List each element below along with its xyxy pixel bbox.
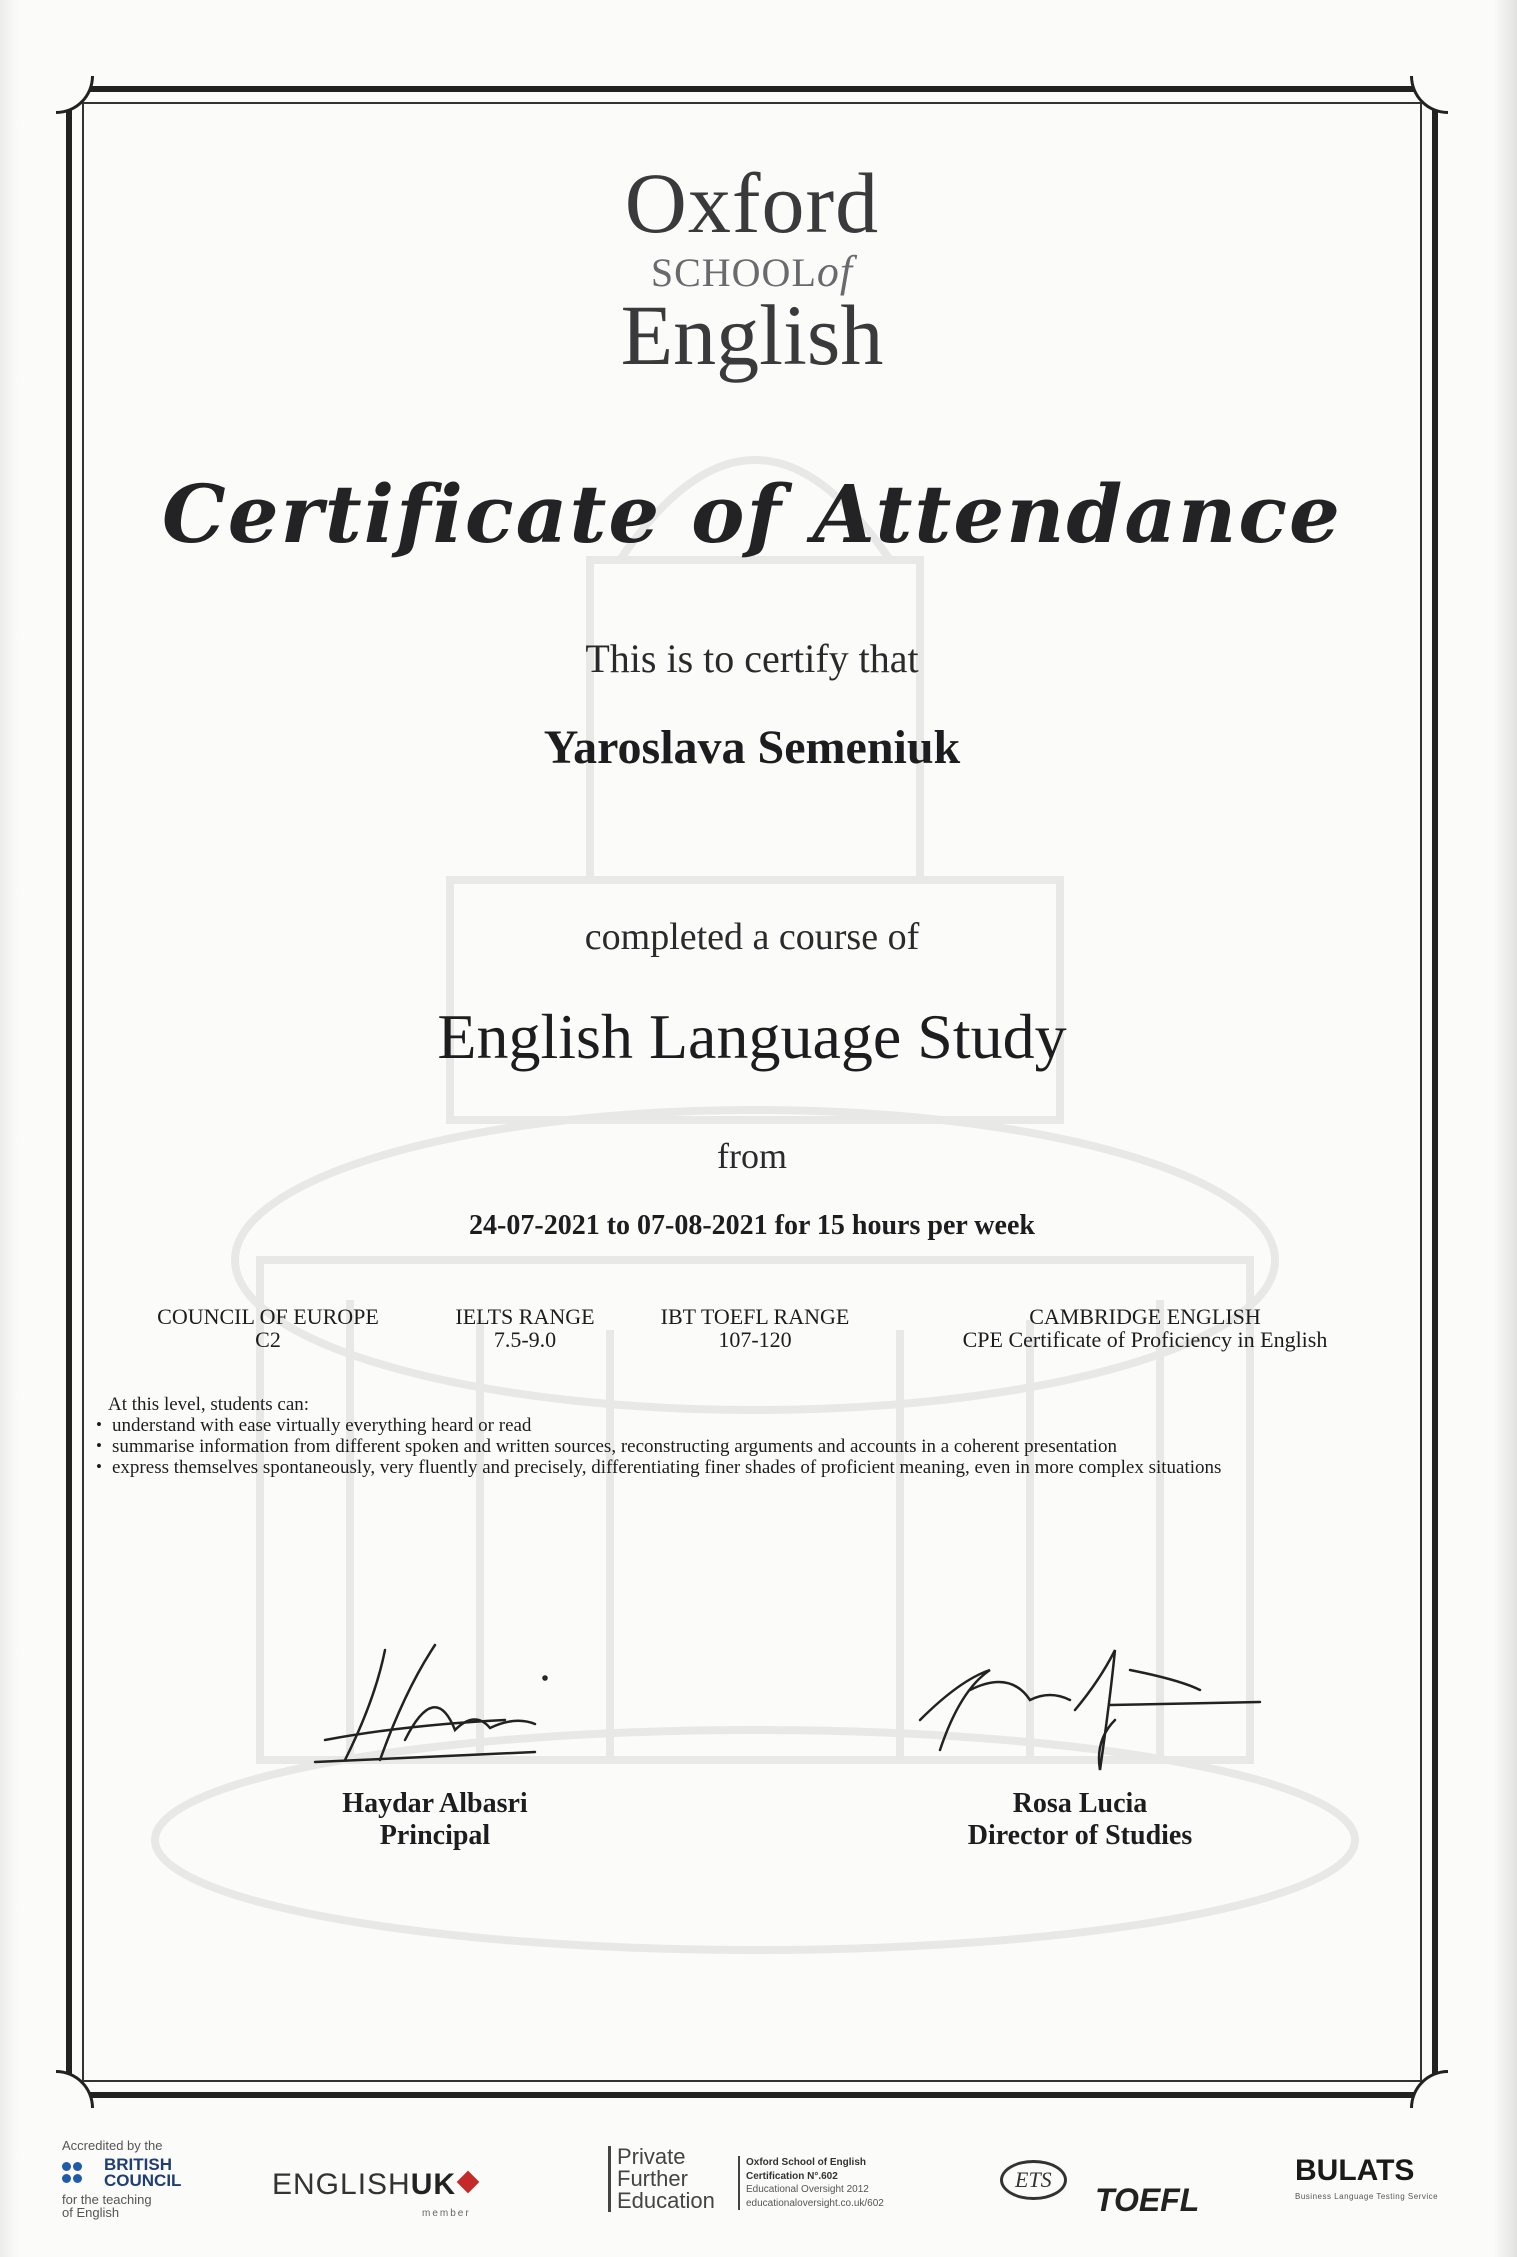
accredited-text: Accredited by the <box>62 2138 163 2153</box>
level-ielts <box>440 1305 610 1351</box>
bulats-tagline: Business Language Testing Service <box>1295 2192 1439 2201</box>
course-name: English Language Study <box>437 1001 1067 1072</box>
toefl-logo: TOEFL <box>1095 2182 1200 2218</box>
british-council-logo <box>62 2138 212 2219</box>
level-label: IELTS RANGE <box>455 1304 595 1329</box>
signatory-role: Director of Studies <box>967 1820 1193 1852</box>
abilities-intro: At this level, students can: <box>108 1394 310 1415</box>
logo-of: of <box>816 247 854 296</box>
oxford-cert-line1: Oxford School of English <box>746 2157 866 2168</box>
logo-oxford: Oxford <box>624 155 880 251</box>
logo-english: English <box>620 287 884 383</box>
level-label: IBT TOEFL RANGE <box>660 1304 850 1329</box>
ability-item: • understand with ease virtually everything heard or read <box>108 1416 1408 1437</box>
english-uk-english: ENGLISH <box>272 2168 411 2201</box>
ets-logo: ETS <box>1000 2160 1067 2200</box>
pfe-line1: Private <box>617 2144 686 2169</box>
bulats-logo <box>1295 2154 1438 2201</box>
oxford-cert-line4: educationaloversight.co.uk/602 <box>746 2197 884 2209</box>
certify-line: This is to certify that <box>585 636 919 681</box>
signature-mark-director <box>900 1620 1280 1780</box>
british-council-dots-icon <box>62 2162 98 2184</box>
level-value: CPE Certificate of Proficiency in English <box>962 1327 1328 1353</box>
british-council-wordmark <box>104 2157 181 2189</box>
abilities-section <box>108 1395 1408 1479</box>
level-cambridge <box>945 1305 1345 1351</box>
abilities-list <box>108 1416 1408 1479</box>
course-dates: 24-07-2021 to 07-08-2021 for 15 hours per week <box>469 1210 1035 1241</box>
ability-item: • summarise information from different spoken and written sources, reconstructing arguments and accounts in a coherent presentation <box>108 1437 1408 1458</box>
signature-principal <box>255 1620 615 1852</box>
level-value: C2 <box>255 1327 281 1353</box>
oxford-cert-line3: Educational Oversight 2012 <box>746 2184 869 2195</box>
level-council-of-europe <box>148 1305 388 1351</box>
british-council-line1: BRITISH <box>104 2155 172 2174</box>
english-uk-logo <box>272 2168 476 2219</box>
level-ibt-toefl <box>650 1305 860 1351</box>
oxford-cert-line2: Certification N°.602 <box>746 2170 838 2182</box>
certificate-title: Certificate of Attendance <box>162 467 1342 561</box>
british-council-brand <box>62 2157 212 2189</box>
oxford-certification-badge <box>738 2156 884 2210</box>
pfe-line2: Further <box>617 2166 688 2191</box>
english-uk-member: member <box>422 2208 471 2219</box>
level-label: CAMBRIDGE ENGLISH <box>1029 1304 1261 1329</box>
pfe-line3: Education <box>617 2188 715 2213</box>
bulats-wordmark: BULATS <box>1295 2154 1415 2187</box>
signatory-name: Rosa Lucia <box>1012 1788 1148 1819</box>
accreditation-footer <box>0 2130 1517 2250</box>
signature-director <box>900 1620 1260 1852</box>
teaching-line2: of English <box>62 2205 120 2221</box>
completed-line: completed a course of <box>584 916 920 958</box>
signatory-role: Principal <box>379 1820 491 1852</box>
level-value: 107-120 <box>718 1327 792 1353</box>
from-line: from <box>717 1136 787 1176</box>
student-name: Yaroslava Semeniuk <box>543 721 961 774</box>
level-label: COUNCIL OF EUROPE <box>157 1304 379 1329</box>
private-further-education-logo <box>608 2146 715 2212</box>
signature-mark-principal <box>285 1620 585 1780</box>
teaching-line1: for the teaching <box>62 2192 152 2208</box>
english-uk-diamond-icon <box>457 2171 480 2194</box>
logo-school: SCHOOL <box>650 250 817 295</box>
teaching-text <box>62 2193 212 2219</box>
signatory-name: Haydar Albasri <box>342 1788 528 1819</box>
british-council-line2: COUNCIL <box>104 2171 182 2191</box>
english-uk-uk: UK <box>410 2168 457 2201</box>
ability-item: • express themselves spontaneously, very fluently and precisely, differentiating finer shades of proficient meaning, even in more complex situations <box>108 1458 1408 1479</box>
level-value: 7.5-9.0 <box>493 1327 557 1353</box>
